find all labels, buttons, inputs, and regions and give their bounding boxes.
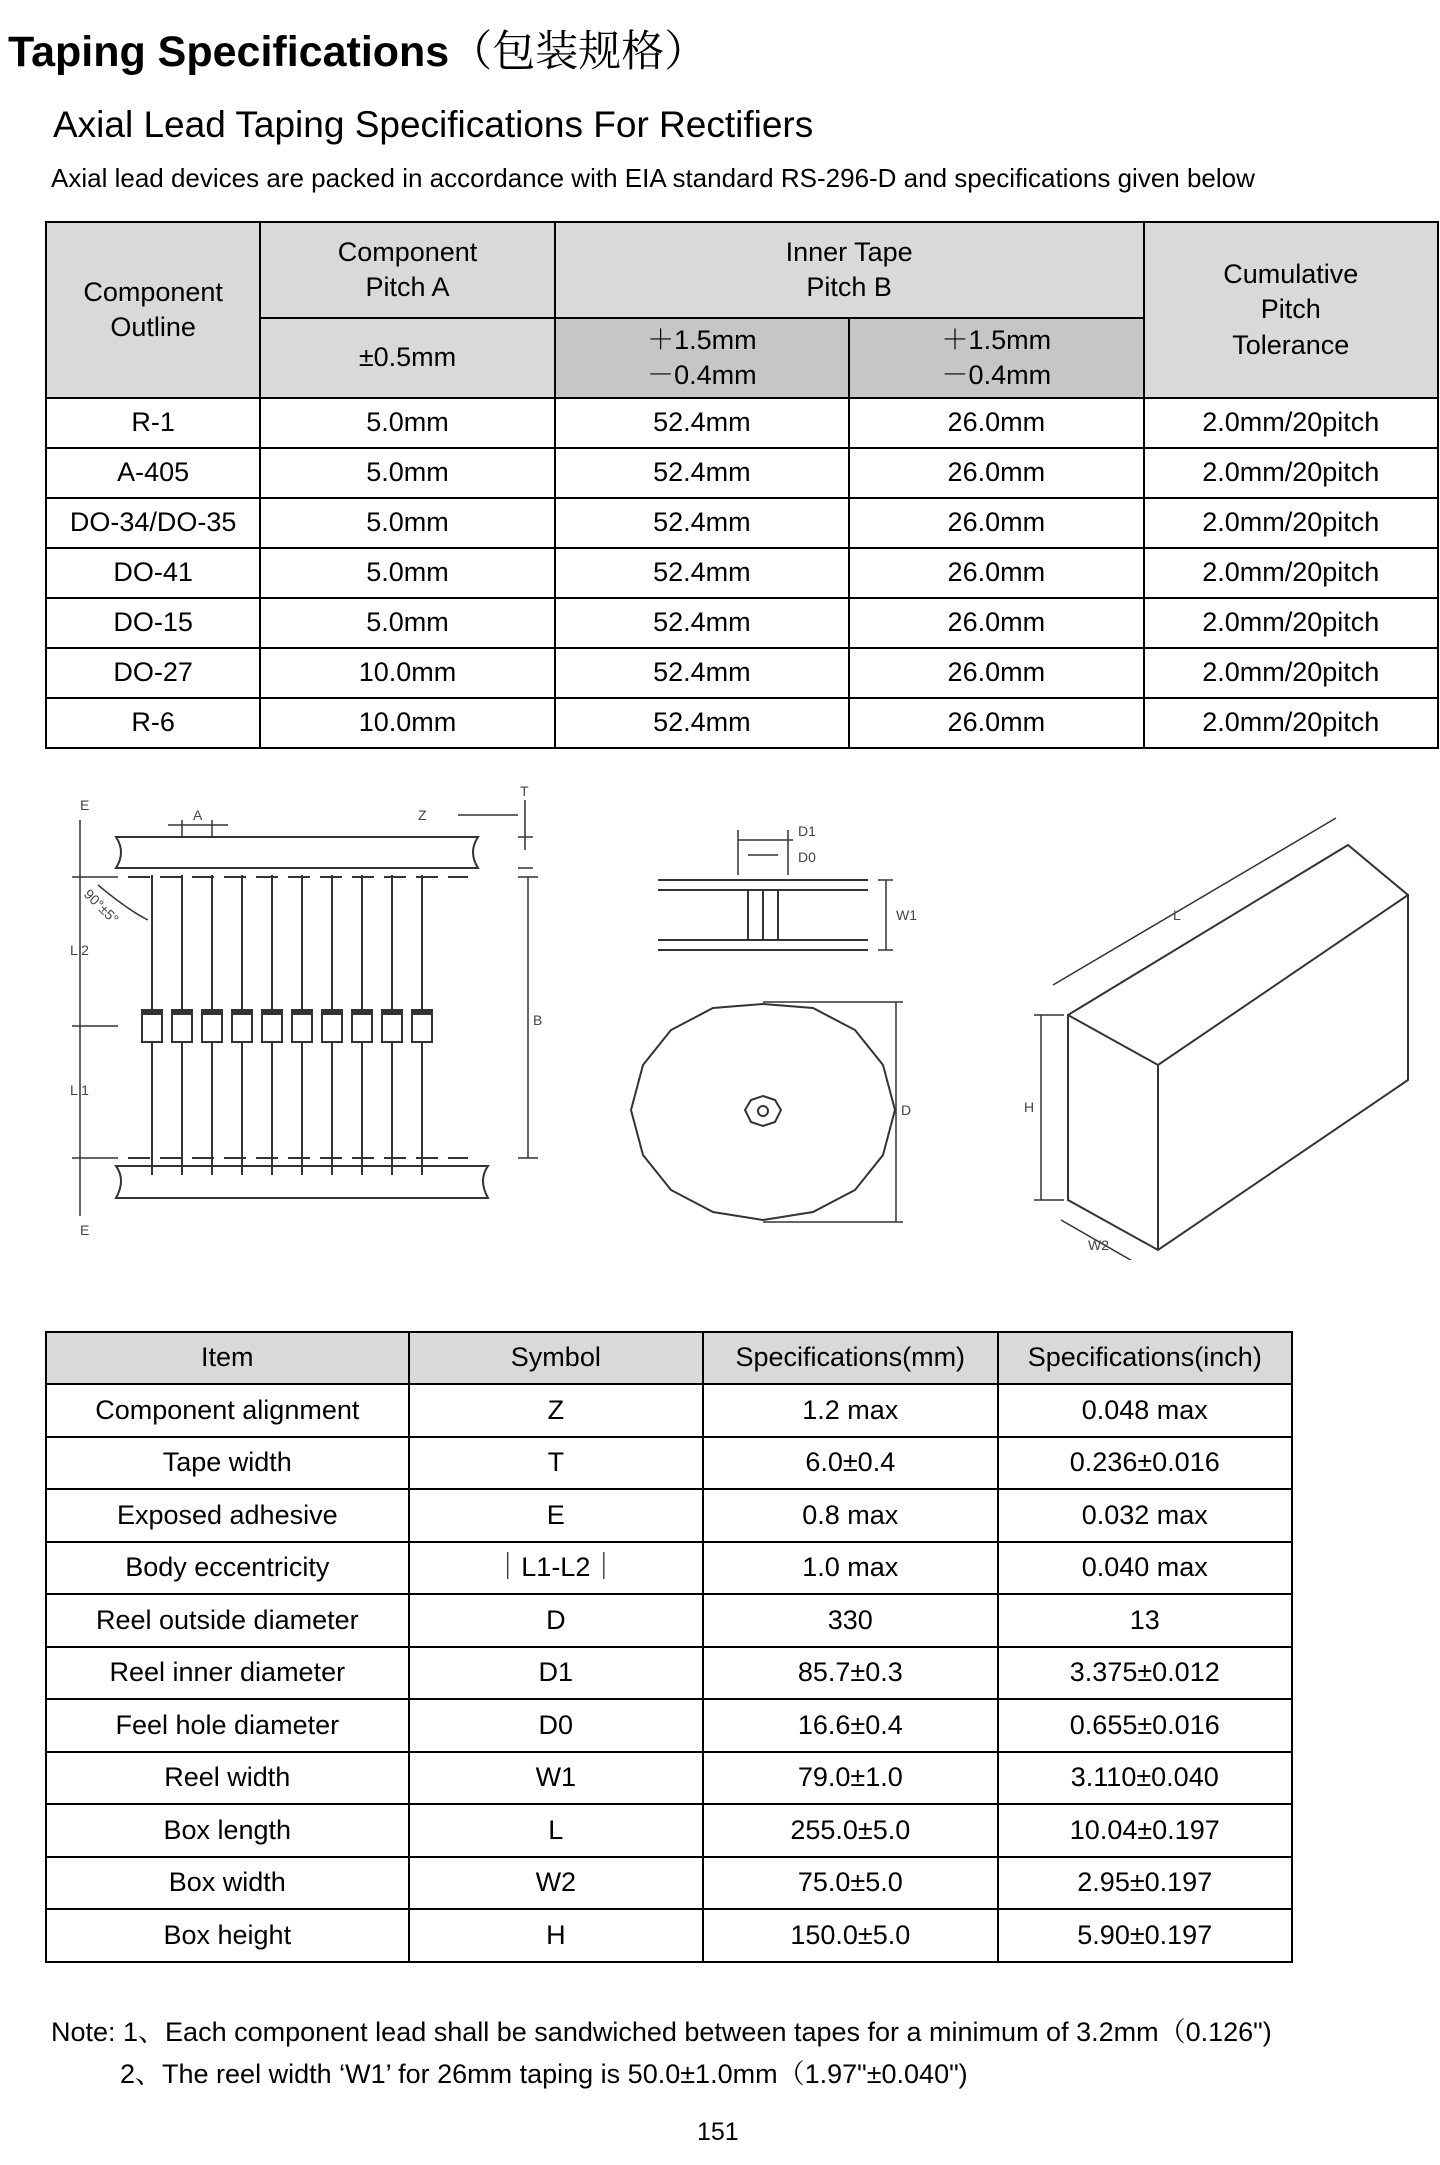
cell-pitch-b1: 52.4mm <box>555 648 849 698</box>
label-b: B <box>533 1012 543 1028</box>
label-d1: D1 <box>798 823 816 839</box>
cell-item: Tape width <box>46 1437 409 1490</box>
cell-pitch-b1: 52.4mm <box>555 698 849 748</box>
header-cumulative-pitch-tolerance: Cumulative Pitch Tolerance <box>1144 222 1438 398</box>
cell-outline: A-405 <box>46 448 260 498</box>
cell-symbol: ｜L1-L2｜ <box>409 1542 703 1595</box>
cell-spec-inch: 3.375±0.012 <box>998 1647 1292 1700</box>
table-row <box>46 1384 1292 1437</box>
cell-pitch-b2: 26.0mm <box>849 648 1143 698</box>
cell-pitch-b1: 52.4mm <box>555 498 849 548</box>
cell-pitch-a: 10.0mm <box>260 698 554 748</box>
cell-symbol: W1 <box>409 1752 703 1805</box>
note-1: Note: 1、Each component lead shall be sandwiched between tapes for a minimum of 3.2mm（0.126") <box>51 2017 1272 2047</box>
cell-symbol: T <box>409 1437 703 1490</box>
section-subtitle: Axial Lead Taping Specifications For Rectifiers <box>53 104 814 145</box>
table-header-row <box>46 1332 1292 1384</box>
cell-pitch-a: 5.0mm <box>260 448 554 498</box>
cell-symbol: L <box>409 1804 703 1857</box>
label-w1: W1 <box>896 907 917 923</box>
cell-spec-inch: 10.04±0.197 <box>998 1804 1292 1857</box>
cell-tolerance: 2.0mm/20pitch <box>1144 398 1438 448</box>
cell-outline: DO-15 <box>46 598 260 648</box>
cell-spec-mm: 150.0±5.0 <box>703 1909 997 1962</box>
label-l2: L 2 <box>70 942 89 958</box>
cell-pitch-a: 5.0mm <box>260 498 554 548</box>
header-inner-tape-pitch-b: Inner Tape Pitch B <box>555 222 1144 318</box>
cell-pitch-b1: 52.4mm <box>555 548 849 598</box>
label-angle: 90°±5° <box>80 885 123 927</box>
header-component-outline: Component Outline <box>46 222 260 398</box>
specifications-table <box>45 1331 1293 1963</box>
cell-spec-mm: 79.0±1.0 <box>703 1752 997 1805</box>
label-e-top: E <box>80 797 90 813</box>
cell-tolerance: 2.0mm/20pitch <box>1144 548 1438 598</box>
label-l: L <box>1173 907 1181 923</box>
cell-pitch-b1: 52.4mm <box>555 448 849 498</box>
label-h: H <box>1024 1099 1035 1115</box>
table-row <box>46 1909 1292 1962</box>
label-l1: L 1 <box>70 1082 89 1098</box>
cell-outline: R-6 <box>46 698 260 748</box>
cell-spec-inch: 5.90±0.197 <box>998 1909 1292 1962</box>
label-e-bottom: E <box>80 1222 90 1238</box>
note-2: 2、The reel width ‘W1’ for 26mm taping is 50.0±1.0mm（1.97"±0.040") <box>120 2059 968 2089</box>
cell-symbol: D0 <box>409 1699 703 1752</box>
cell-pitch-b1: 52.4mm <box>555 398 849 448</box>
pitch-table <box>45 221 1439 749</box>
cell-tolerance: 2.0mm/20pitch <box>1144 598 1438 648</box>
cell-outline: DO-27 <box>46 648 260 698</box>
cell-tolerance: 2.0mm/20pitch <box>1144 648 1438 698</box>
cell-symbol: W2 <box>409 1857 703 1910</box>
label-t: T <box>520 783 529 799</box>
table-row <box>46 1857 1292 1910</box>
cell-item: Reel width <box>46 1752 409 1805</box>
cell-outline: R-1 <box>46 398 260 448</box>
label-z: Z <box>418 807 427 823</box>
cell-outline: DO-34/DO-35 <box>46 498 260 548</box>
header-pitch-b-tolerance-1: ＋1.5mm －0.4mm <box>555 318 849 398</box>
cell-symbol: Z <box>409 1384 703 1437</box>
cell-item: Reel inner diameter <box>46 1647 409 1700</box>
cell-spec-mm: 255.0±5.0 <box>703 1804 997 1857</box>
table-header-cell: Specifications(mm) <box>703 1332 997 1384</box>
title-text: Taping Specifications <box>8 28 450 76</box>
table-row <box>46 1699 1292 1752</box>
label-d: D <box>901 1102 912 1118</box>
header-component-pitch-a: Component Pitch A <box>260 222 554 318</box>
cell-symbol: E <box>409 1489 703 1542</box>
table-row <box>46 448 1438 498</box>
table-row <box>46 1489 1292 1542</box>
cell-spec-mm: 16.6±0.4 <box>703 1699 997 1752</box>
cell-item: Reel outside diameter <box>46 1594 409 1647</box>
cell-item: Box width <box>46 1857 409 1910</box>
cell-item: Body eccentricity <box>46 1542 409 1595</box>
page-number: 151 <box>697 2118 739 2146</box>
cell-spec-inch: 3.110±0.040 <box>998 1752 1292 1805</box>
cell-spec-mm: 1.2 max <box>703 1384 997 1437</box>
table-row <box>46 1752 1292 1805</box>
cell-spec-inch: 0.040 max <box>998 1542 1292 1595</box>
cell-spec-mm: 1.0 max <box>703 1542 997 1595</box>
cell-item: Feel hole diameter <box>46 1699 409 1752</box>
cell-pitch-b2: 26.0mm <box>849 548 1143 598</box>
label-w2: W2 <box>1088 1237 1109 1253</box>
cell-pitch-b2: 26.0mm <box>849 498 1143 548</box>
cell-spec-mm: 0.8 max <box>703 1489 997 1542</box>
cell-tolerance: 2.0mm/20pitch <box>1144 498 1438 548</box>
header-pitch-b-tolerance-2: ＋1.5mm －0.4mm <box>849 318 1143 398</box>
cell-spec-inch: 0.032 max <box>998 1489 1292 1542</box>
cell-spec-inch: 2.95±0.197 <box>998 1857 1292 1910</box>
header-pitch-a-tolerance: ±0.5mm <box>260 318 554 398</box>
cell-spec-mm: 85.7±0.3 <box>703 1647 997 1700</box>
table-row <box>46 1594 1292 1647</box>
cell-tolerance: 2.0mm/20pitch <box>1144 448 1438 498</box>
cell-pitch-a: 5.0mm <box>260 398 554 448</box>
cell-pitch-b1: 52.4mm <box>555 598 849 648</box>
table-row <box>46 1804 1292 1857</box>
cell-pitch-b2: 26.0mm <box>849 598 1143 648</box>
cell-pitch-a: 5.0mm <box>260 548 554 598</box>
table-header-cell: Specifications(inch) <box>998 1332 1292 1384</box>
table-header-cell: Symbol <box>409 1332 703 1384</box>
cell-spec-inch: 0.655±0.016 <box>998 1699 1292 1752</box>
table-row <box>46 498 1438 548</box>
cell-pitch-a: 10.0mm <box>260 648 554 698</box>
table-row <box>46 398 1438 448</box>
cell-spec-inch: 13 <box>998 1594 1292 1647</box>
cell-symbol: D <box>409 1594 703 1647</box>
table-row <box>46 548 1438 598</box>
label-d0: D0 <box>798 849 816 865</box>
cell-item: Box height <box>46 1909 409 1962</box>
table-header-cell: Item <box>46 1332 409 1384</box>
intro-text: Axial lead devices are packed in accordance with EIA standard RS-296-D and specifications given below <box>51 163 1255 193</box>
cell-spec-inch: 0.048 max <box>998 1384 1292 1437</box>
cell-spec-mm: 75.0±5.0 <box>703 1857 997 1910</box>
table-row <box>46 598 1438 648</box>
taping-diagram <box>58 780 1418 1260</box>
cell-tolerance: 2.0mm/20pitch <box>1144 698 1438 748</box>
cell-pitch-b2: 26.0mm <box>849 448 1143 498</box>
cell-symbol: H <box>409 1909 703 1962</box>
cell-pitch-b2: 26.0mm <box>849 398 1143 448</box>
title-cn-text: （包装规格） <box>449 27 708 77</box>
cell-spec-mm: 330 <box>703 1594 997 1647</box>
cell-spec-inch: 0.236±0.016 <box>998 1437 1292 1490</box>
page-title <box>8 18 707 79</box>
cell-symbol: D1 <box>409 1647 703 1700</box>
cell-pitch-a: 5.0mm <box>260 598 554 648</box>
cell-item: Component alignment <box>46 1384 409 1437</box>
table-row <box>46 1437 1292 1490</box>
table-row <box>46 698 1438 748</box>
cell-pitch-b2: 26.0mm <box>849 698 1143 748</box>
cell-item: Box length <box>46 1804 409 1857</box>
cell-item: Exposed adhesive <box>46 1489 409 1542</box>
table-row <box>46 1647 1292 1700</box>
cell-outline: DO-41 <box>46 548 260 598</box>
cell-spec-mm: 6.0±0.4 <box>703 1437 997 1490</box>
label-a: A <box>193 807 203 823</box>
table-row <box>46 1542 1292 1595</box>
table-row <box>46 648 1438 698</box>
